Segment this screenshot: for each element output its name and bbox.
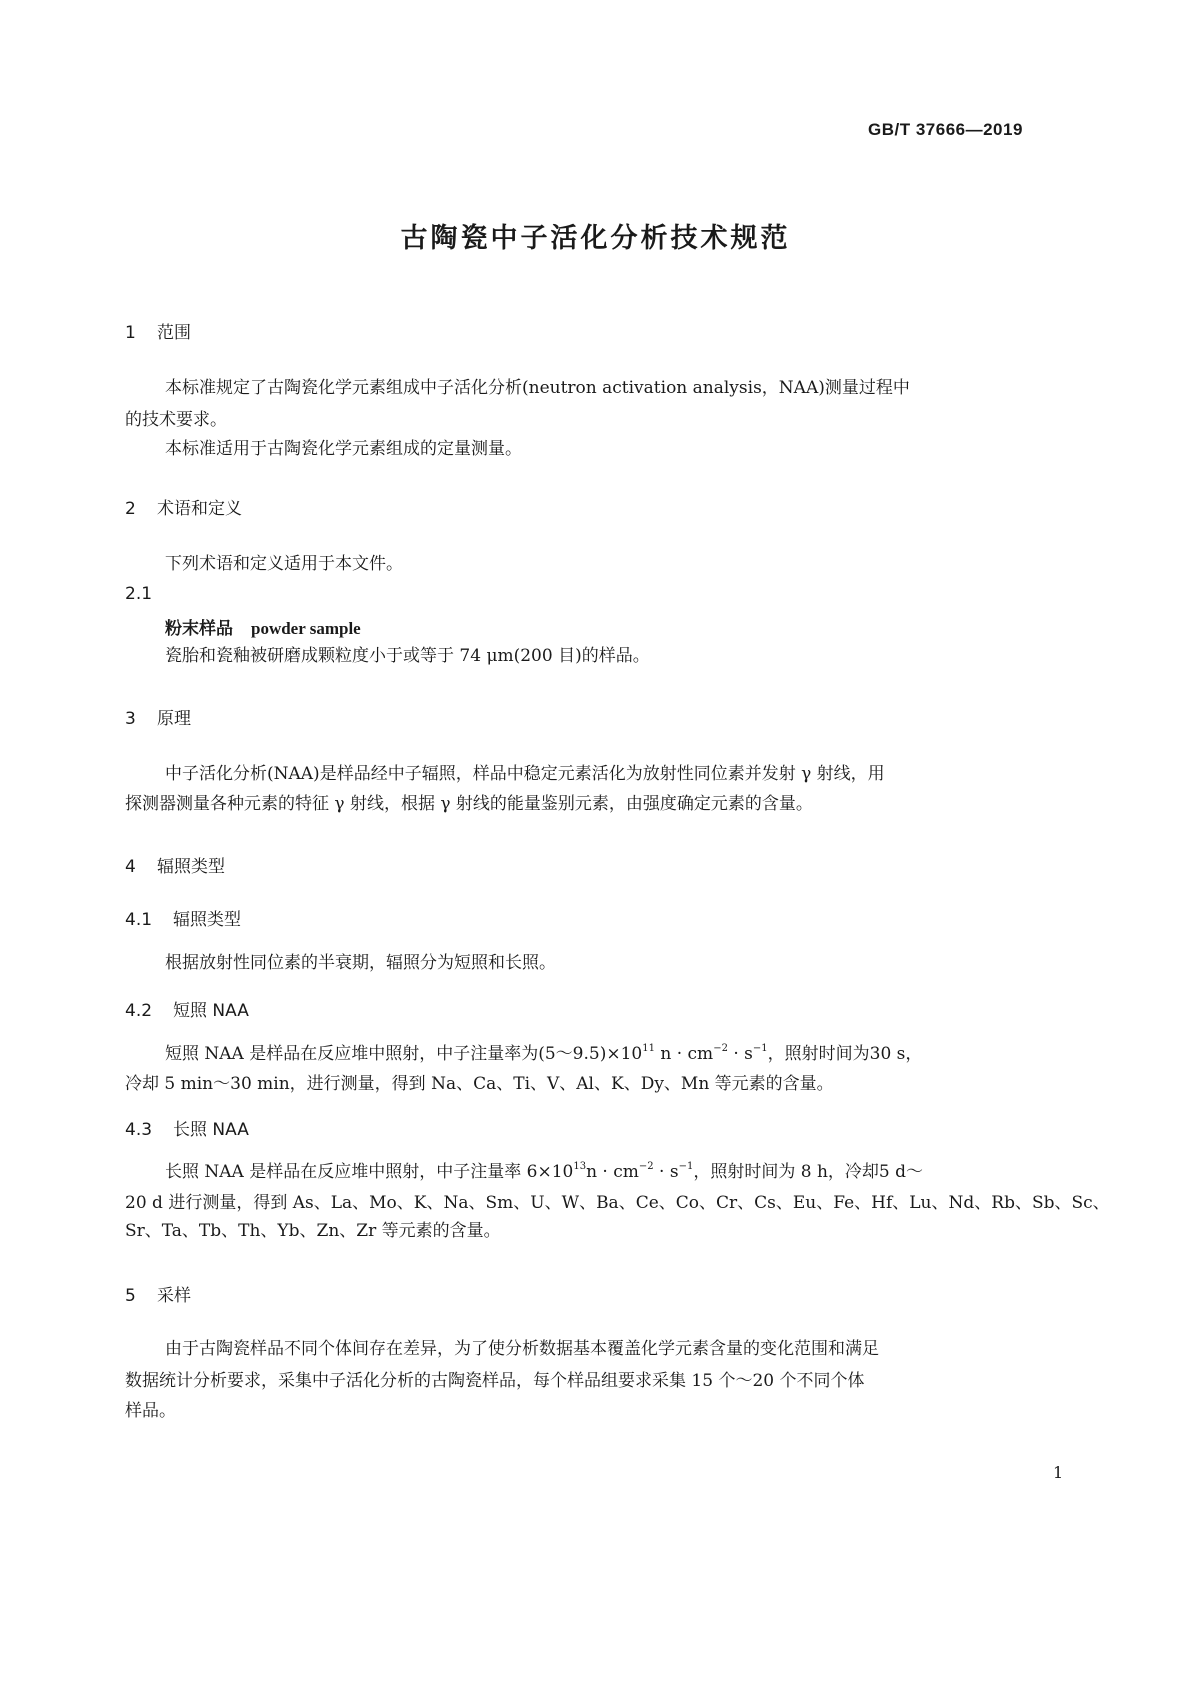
section-1-heading <box>125 318 191 343</box>
s43-line2: 20 d 进行测量，得到 As、La、Mo、K、Na、Sm、U、W、Ba、Ce、Co、Cr、Cs、Eu、Fe、Hf、Lu、Nd、Rb、Sb、Sc、 <box>125 1193 1110 1213</box>
section-number: 2 <box>125 499 136 519</box>
s5-line3: 样品。 <box>125 1401 176 1421</box>
s1-para1-line2: 的技术要求。 <box>125 410 227 430</box>
term-english: powder sample <box>251 619 361 638</box>
subsection-4-1-heading <box>125 905 241 930</box>
s3-line2: 探测器测量各种元素的特征 γ 射线，根据 γ 射线的能量鉴别元素，由强度确定元素的含量。 <box>125 794 813 814</box>
section-number: 1 <box>125 323 136 343</box>
section-4-heading <box>125 852 225 877</box>
section-title: 范围 <box>157 323 191 343</box>
subsection-number: 4.1 <box>125 910 153 930</box>
subsection-title: 长照 NAA <box>173 1120 249 1140</box>
s43-line1: 长照 NAA 是样品在反应堆中照射，中子注量率 $6\times 10^{13}n \cdot cm^{-2} \cdot s^{-1}$，照射时间为 8 h，冷却5 d～ <box>165 1161 924 1182</box>
subsection-number: 4.2 <box>125 1001 153 1021</box>
s42-line2: 冷却 5 min～30 min，进行测量，得到 Na、Ca、Ti、V、Al、K、Dy、Mn 等元素的含量。 <box>125 1074 834 1094</box>
subsection-4-2-heading <box>125 996 249 1021</box>
s42-line1: 短照 NAA 是样品在反应堆中照射，中子注量率为$(5\sim 9.5)\times 10^{11}$ $n \cdot cm^{-2} \cdot s^{-1}$，照射时间为30 s， <box>165 1043 923 1064</box>
subsection-4-3-heading <box>125 1115 249 1140</box>
subsection-title: 短照 NAA <box>173 1001 249 1021</box>
section-number: 5 <box>125 1286 136 1306</box>
term-2-1-number: 2.1 <box>125 584 153 604</box>
s5-line1: 由于古陶瓷样品不同个体间存在差异，为了使分析数据基本覆盖化学元素含量的变化范围和满足 <box>165 1339 879 1359</box>
section-title: 辐照类型 <box>157 857 225 877</box>
section-title: 原理 <box>157 709 191 729</box>
page-number: 1 <box>1053 1463 1064 1482</box>
section-3-heading <box>125 704 191 729</box>
standard-code: GB/T 37666—2019 <box>868 120 1023 139</box>
subsection-number: 4.3 <box>125 1120 153 1140</box>
section-5-heading <box>125 1281 191 1306</box>
section-title: 采样 <box>157 1286 191 1306</box>
subsection-title: 辐照类型 <box>173 910 241 930</box>
section-number: 4 <box>125 857 136 877</box>
s5-line2: 数据统计分析要求，采集中子活化分析的古陶瓷样品，每个样品组要求采集 15 个～20 个不同个体 <box>125 1371 865 1391</box>
s43-line3: Sr、Ta、Tb、Th、Yb、Zn、Zr 等元素的含量。 <box>125 1221 501 1241</box>
section-title: 术语和定义 <box>157 499 242 519</box>
term-2-1-definition: 瓷胎和瓷釉被研磨成颗粒度小于或等于 74 μm(200 目)的样品。 <box>165 646 650 666</box>
s3-line1: 中子活化分析(NAA)是样品经中子辐照，样品中稳定元素活化为放射性同位素并发射 γ 射线，用 <box>165 764 885 784</box>
s2-para1: 下列术语和定义适用于本文件。 <box>165 554 403 574</box>
s1-para2: 本标准适用于古陶瓷化学元素组成的定量测量。 <box>165 439 522 459</box>
section-2-heading <box>125 494 242 519</box>
s1-para1-line1: 本标准规定了古陶瓷化学元素组成中子活化分析(neutron activation analysis，NAA)测量过程中 <box>165 378 910 398</box>
s41-text: 根据放射性同位素的半衰期，辐照分为短照和长照。 <box>165 953 556 973</box>
document-title: 古陶瓷中子活化分析技术规范 <box>400 223 791 254</box>
term-chinese: 粉末样品 <box>165 619 233 639</box>
term-2-1 <box>165 614 361 639</box>
section-number: 3 <box>125 709 136 729</box>
